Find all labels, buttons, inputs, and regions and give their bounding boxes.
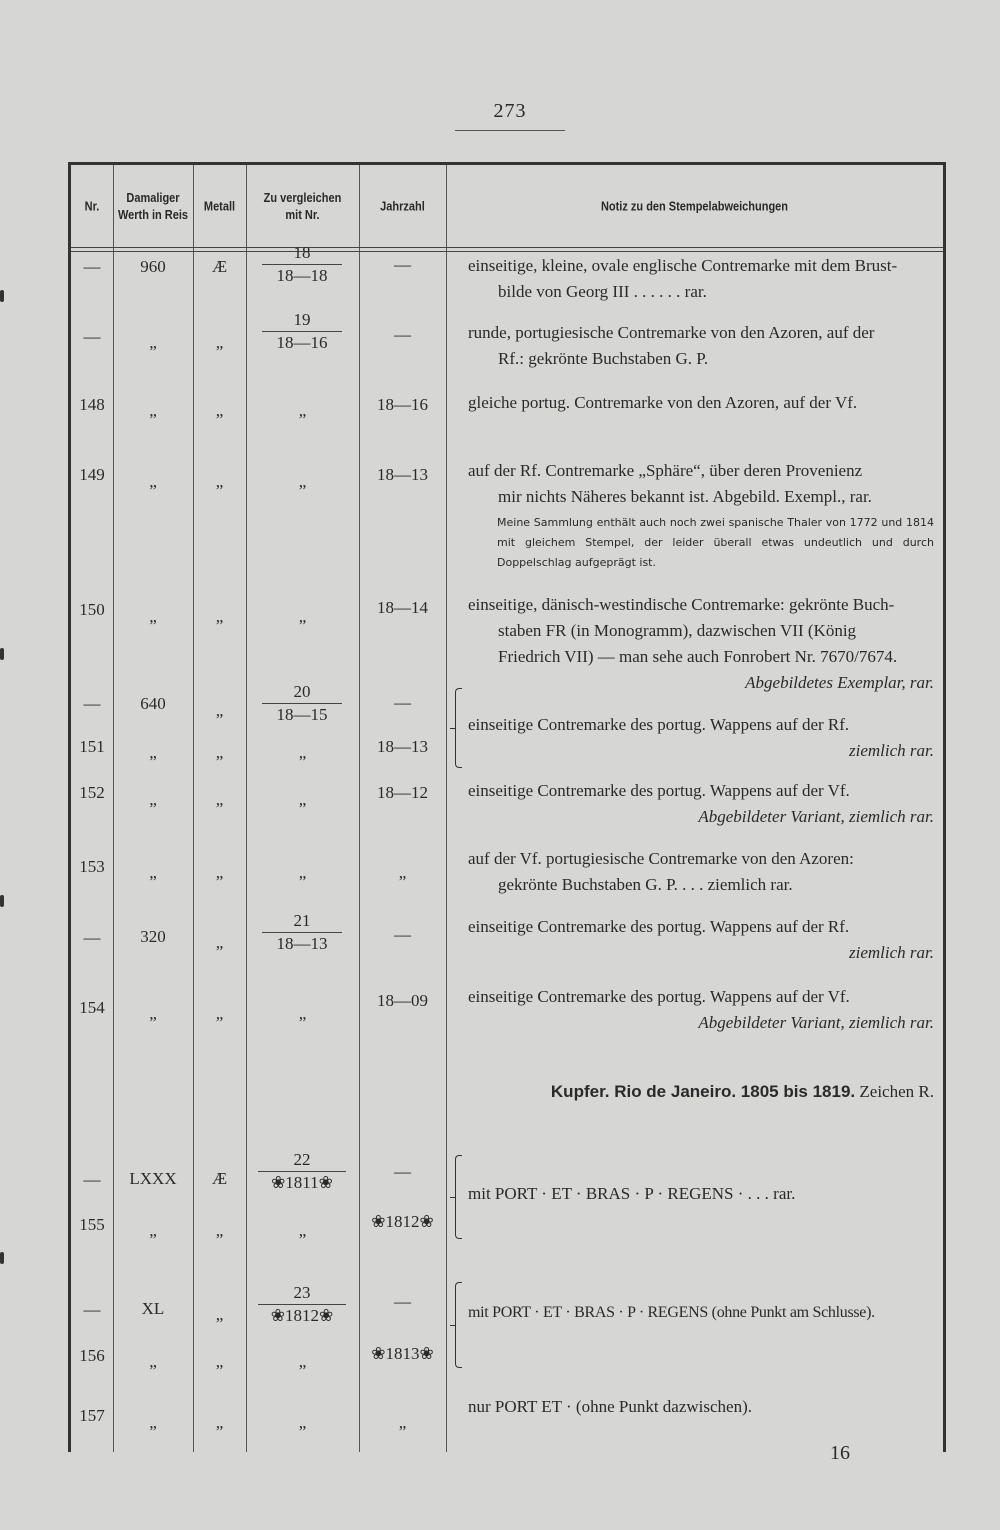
cell-vergleichen: „ xyxy=(298,1004,307,1023)
cell-jahrzahl: „ xyxy=(398,1413,407,1432)
cell-werth: LXXX xyxy=(129,1169,177,1188)
cell-vergleichen xyxy=(262,243,342,287)
cell-vergleichen: „ xyxy=(298,863,307,882)
cell-werth: „ xyxy=(149,1352,157,1371)
note-line: runde, portugiesische Contremarke von den Azoren, auf der xyxy=(468,323,875,342)
cell-vergleichen xyxy=(258,1150,346,1194)
note-line: Friedrich VII) — man sehe auch Fonrobert Nr. 7670/7674. xyxy=(498,647,898,666)
column-divider xyxy=(359,165,360,1452)
bracket-note xyxy=(468,712,934,764)
bracket xyxy=(455,1282,462,1368)
section-heading xyxy=(470,1082,934,1102)
edge-mark xyxy=(0,290,4,302)
bracket-note: mit PORT · ET · BRAS · P · REGENS (ohne Punkt am Schlusse). xyxy=(468,1304,875,1321)
cell-werth: 960 xyxy=(140,257,166,276)
cell-notiz xyxy=(468,592,934,696)
note-line: gleiche portug. Contremarke von den Azoren, auf der Vf. xyxy=(468,393,858,412)
cell-jahrzahl: — xyxy=(394,1162,411,1181)
cell-metall: „ xyxy=(215,1004,224,1023)
fraction-bottom: ❀1811❀ xyxy=(271,1173,333,1193)
cell-jahrzahl: 18—14 xyxy=(377,598,428,617)
fraction-bottom: 18—16 xyxy=(276,333,328,353)
cell-werth: 640 xyxy=(140,694,166,713)
cell-jahrzahl: — xyxy=(394,925,411,944)
page-number-rule xyxy=(455,130,565,131)
cell-werth: „ xyxy=(149,472,157,491)
cell-vergleichen: „ xyxy=(298,743,307,762)
note-line: ziemlich rar. xyxy=(849,741,934,760)
cell-vergleichen: „ xyxy=(298,1413,307,1432)
note-line: einseitige Contremarke des portug. Wappens auf der Vf. xyxy=(468,781,850,800)
cell-nr: 154 xyxy=(79,998,105,1017)
note-line: Abgebildeter Variant, ziemlich rar. xyxy=(698,1013,934,1032)
cell-jahrzahl: 18—13 xyxy=(377,737,428,756)
column-divider xyxy=(446,165,447,1452)
cell-nr: 153 xyxy=(79,857,105,876)
note-line: bilde von Georg III . . . . . . rar. xyxy=(498,282,707,301)
cell-vergleichen xyxy=(262,682,342,726)
cell-notiz xyxy=(468,778,934,830)
cell-jahrzahl: — xyxy=(394,255,411,274)
cell-vergleichen: „ xyxy=(298,607,307,626)
fraction-top: 23 xyxy=(258,1283,346,1305)
signature-mark: 16 xyxy=(830,1442,850,1464)
section-heading-bold: Kupfer. Rio de Janeiro. 1805 bis 1819. xyxy=(550,1082,856,1101)
cell-jahrzahl: 18—09 xyxy=(377,991,428,1010)
cell-werth: „ xyxy=(149,863,157,882)
cell-nr: 148 xyxy=(79,395,105,414)
cell-jahrzahl: ❀1812❀ xyxy=(371,1212,434,1231)
cell-jahrzahl: — xyxy=(394,1292,411,1311)
cell-nr: — xyxy=(83,257,101,276)
cell-jahrzahl: „ xyxy=(398,863,407,882)
cell-metall: „ xyxy=(215,1413,224,1432)
cell-nr: 149 xyxy=(79,465,105,484)
cell-nr: — xyxy=(83,1170,101,1189)
note-line: einseitige Contremarke des portug. Wappens auf der Rf. xyxy=(468,917,850,936)
cell-metall: „ xyxy=(215,933,224,952)
fraction-bottom: ❀1812❀ xyxy=(270,1306,334,1326)
cell-werth: „ xyxy=(149,401,157,420)
cell-vergleichen: „ xyxy=(298,790,307,809)
cell-notiz xyxy=(468,320,934,372)
cell-notiz xyxy=(468,1394,934,1420)
cell-nr: 156 xyxy=(79,1346,105,1365)
cell-notiz xyxy=(468,984,934,1036)
header-vergleichen: Zu vergleichen mit Nr. xyxy=(263,191,342,223)
cell-jahrzahl: — xyxy=(394,693,411,712)
fraction-top: 18 xyxy=(262,243,342,265)
cell-jahrzahl: 18—16 xyxy=(377,395,428,414)
cell-metall: „ xyxy=(215,790,224,809)
cell-jahrzahl: — xyxy=(394,325,411,344)
header-notiz: Notiz zu den Stempelabweichungen xyxy=(600,199,789,215)
header-metall: Metall xyxy=(203,199,236,215)
fraction-top: 19 xyxy=(262,310,342,332)
header-nr: Nr. xyxy=(84,199,100,215)
cell-notiz xyxy=(468,458,934,510)
cell-nr: — xyxy=(83,1300,101,1319)
cell-nr: — xyxy=(83,327,101,346)
cell-metall: Æ xyxy=(211,257,228,276)
cell-metall: „ xyxy=(215,333,224,352)
fraction-top: 20 xyxy=(262,682,342,704)
note-line: Rf.: gekrönte Buchstaben G. P. xyxy=(498,349,709,368)
cell-metall: „ xyxy=(215,701,224,720)
cell-jahrzahl: ❀1813❀ xyxy=(371,1344,434,1363)
fraction-bottom: 18—13 xyxy=(276,934,328,954)
fraction-bottom: 18—18 xyxy=(276,266,328,286)
note-line: auf der Rf. Contremarke „Sphäre“, über deren Provenienz xyxy=(468,461,863,480)
note-line: auf der Vf. portugiesische Contremarke von den Azoren: xyxy=(468,849,854,868)
note-line: mir nichts Näheres bekannt ist. Abgebild. Exempl., rar. xyxy=(498,487,872,506)
note-line: einseitige Contremarke des portug. Wappens auf der Vf. xyxy=(468,987,850,1006)
cell-nr: 157 xyxy=(79,1406,105,1425)
cell-jahrzahl: 18—12 xyxy=(377,783,428,802)
cell-nr: 150 xyxy=(79,600,105,619)
cell-metall: „ xyxy=(215,472,224,491)
cell-werth: „ xyxy=(149,790,157,809)
cell-metall: „ xyxy=(215,743,224,762)
edge-mark xyxy=(0,1252,4,1264)
cell-werth: XL xyxy=(141,1299,165,1318)
edge-mark xyxy=(0,895,4,907)
cell-nr: 151 xyxy=(79,737,105,756)
cell-werth: „ xyxy=(149,743,157,762)
cell-metall: „ xyxy=(215,1305,224,1324)
note-line: ziemlich rar. xyxy=(849,943,934,962)
cell-metall: „ xyxy=(215,863,224,882)
footnote-text: Meine Sammlung enthält auch noch zwei spanische Thaler von 1772 und 1814 mit gleichem Stempel, der leider überall etwas undeutlich und durch Doppelschlag aufgeprägt ist. xyxy=(497,516,934,569)
cell-metall: „ xyxy=(215,607,224,626)
cell-metall: „ xyxy=(215,401,224,420)
cell-notiz xyxy=(468,846,934,898)
header-jahrzahl: Jahrzahl xyxy=(380,199,425,215)
cell-nr: 155 xyxy=(79,1215,105,1234)
fraction-top: 22 xyxy=(258,1150,346,1172)
cell-notiz xyxy=(468,914,934,966)
cell-notiz xyxy=(468,390,934,416)
bracket-note: mit PORT · ET · BRAS · P · REGENS · . . . rar. xyxy=(468,1184,796,1203)
cell-werth: „ xyxy=(149,1004,157,1023)
bracket xyxy=(455,1155,462,1239)
cell-vergleichen xyxy=(258,1283,346,1327)
cell-werth: „ xyxy=(149,607,157,626)
cell-vergleichen: „ xyxy=(298,1352,307,1371)
header-werth: Damaliger Werth in Reis xyxy=(117,191,189,223)
cell-werth: „ xyxy=(149,1221,157,1240)
page-number: 273 xyxy=(493,100,527,122)
cell-nr: — xyxy=(83,694,101,713)
cell-werth: „ xyxy=(149,333,157,352)
cell-werth: 320 xyxy=(140,927,166,946)
section-heading-rest: Zeichen R. xyxy=(859,1082,934,1101)
cell-vergleichen: „ xyxy=(298,1221,307,1240)
note-line: Abgebildeter Variant, ziemlich rar. xyxy=(698,807,934,826)
cell-vergleichen xyxy=(262,310,342,354)
fraction-bottom: 18—15 xyxy=(276,705,328,725)
note-line: einseitige Contremarke des portug. Wappens auf der Rf. xyxy=(468,715,850,734)
cell-metall: Æ xyxy=(211,1169,228,1188)
cell-vergleichen: „ xyxy=(298,472,307,491)
bracket xyxy=(455,688,462,768)
edge-mark xyxy=(0,648,4,660)
cell-metall: „ xyxy=(215,1352,224,1371)
cell-nr: 152 xyxy=(79,783,105,802)
cell-vergleichen: „ xyxy=(298,401,307,420)
cell-notiz xyxy=(468,253,934,305)
cell-jahrzahl: 18—13 xyxy=(377,465,428,484)
note-line: gekrönte Buchstaben G. P. . . . ziemlich rar. xyxy=(498,875,793,894)
cell-nr: — xyxy=(83,928,101,947)
fraction-top: 21 xyxy=(262,911,342,933)
cell-vergleichen xyxy=(262,911,342,955)
cell-werth: „ xyxy=(149,1413,157,1432)
cell-metall: „ xyxy=(215,1221,224,1240)
note-line: Abgebildetes Exemplar, rar. xyxy=(745,673,934,692)
note-line: nur PORT ET · (ohne Punkt dazwischen). xyxy=(468,1397,753,1416)
note-line: staben FR (in Monogramm), dazwischen VII (König xyxy=(498,621,857,640)
note-line: einseitige, dänisch-westindische Contremarke: gekrönte Buch- xyxy=(468,595,895,614)
note-line: einseitige, kleine, ovale englische Contremarke mit dem Brust- xyxy=(468,256,898,275)
